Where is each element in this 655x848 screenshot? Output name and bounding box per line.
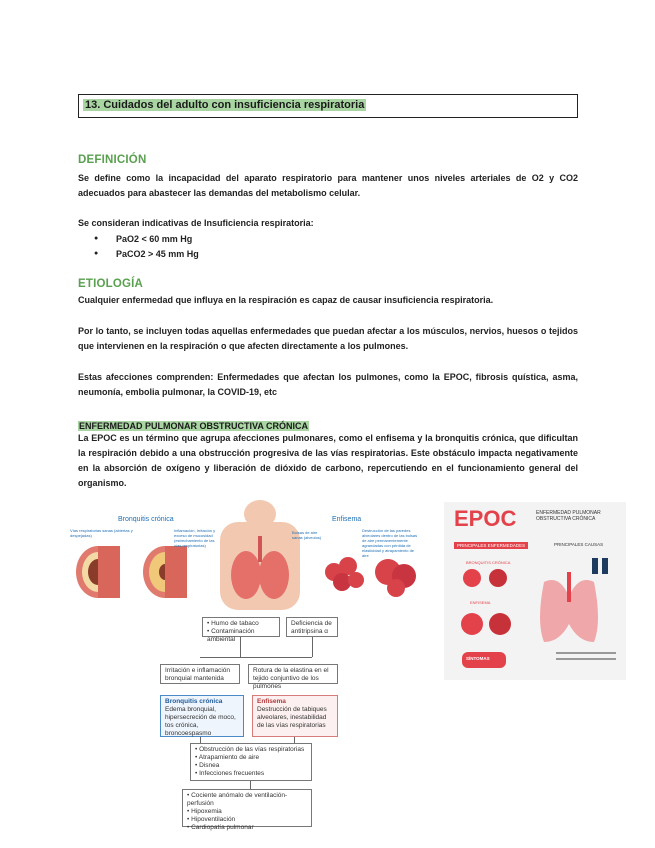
flow-outcome-3: • Hipoventilación: [187, 816, 236, 823]
torso-lungs-icon: [220, 500, 300, 610]
flow-outcome-2: • Hipoxemia: [187, 808, 222, 815]
tag-causas: PRINCIPALES CAUSAS: [554, 542, 604, 547]
flow-cause-1: • Humo de tabaco: [207, 620, 259, 627]
indicativas-intro: Se consideran indicativas de Insuficiencia respiratoria:: [78, 218, 314, 228]
title-box: [78, 94, 578, 118]
flow-deficiency: Deficiencia de antitripsina α: [286, 617, 338, 637]
inflamed-airway-icon: [143, 546, 187, 598]
label-bolsas: Bolsas de aire sanas (alveolos): [292, 530, 322, 540]
flow-effect-3: • Disnea: [195, 762, 220, 769]
enfisema-title: Enfisema: [332, 516, 362, 523]
label-vias: Vías respiratorias sanas (abiertas y despejadas): [70, 528, 133, 538]
sintomas-label: SÍNTOMAS: [466, 656, 490, 661]
bronquitis-circle-icon: [463, 569, 481, 587]
emphysema-alveoli-icon: [375, 559, 416, 597]
healthy-alveoli-icon: [325, 557, 364, 591]
epoc-flowchart: [160, 617, 340, 831]
page-title: 13. Cuidados del adulto con insuficiencia respiratoria: [85, 99, 365, 111]
infographic-graphics: [444, 502, 626, 680]
sub-enfisema: ENFISEMA: [470, 600, 491, 605]
epoc-infographic-title: EPOC: [454, 506, 517, 531]
label-inflamacion: Inflamación, Irritación y exceso de mucosidad (estrechamiento de las vías respiratorias): [174, 528, 216, 548]
heading-definicion: DEFINICIÓN: [78, 154, 147, 166]
flow-effect-2: • Atrapamiento de aire: [195, 754, 260, 761]
flow-bronquitis-title: Bronquitis crónica: [165, 698, 223, 705]
label-destruccion: Destrucción de las paredes alveolares dentro de las bolsas de aire permanentemente agrandadas con pérdida de elasticidad y atrapamiento de aire: [362, 528, 418, 558]
flow-bronquitis-text: Edema bronquial, hipersecreción de moco, tos crónica, broncoespasmo: [165, 706, 236, 737]
bronquitis-title: Bronquitis crónica: [118, 516, 174, 523]
flow-effect-1: • Obstrucción de las vías respiratorias: [195, 746, 305, 753]
bronquitis-enfisema-illustration: [70, 500, 422, 610]
epoc-infographic: [444, 502, 626, 680]
etiologia-p3: Estas afecciones comprenden: Enfermedades que afectan los pulmones, como la EPOC, fibrosis quística, asma, neumonía, embolia pulmonar, la COVID-19, etc: [78, 372, 578, 397]
healthy-airway-icon: [76, 546, 120, 598]
epoc-infographic-subtitle: ENFERMEDAD PULMONAR OBSTRUCTIVA CRÓNICA: [536, 510, 601, 522]
flow-effects: [190, 743, 312, 781]
enfisema-circle-icon: [461, 613, 483, 635]
flow-cause-2: • Contaminación ambiental: [207, 628, 255, 643]
flow-enfisema: [252, 695, 338, 737]
heading-epoc-text: ENFERMEDAD PULMONAR OBSTRUCTIVA CRÓNICA: [79, 421, 308, 431]
bullet-pao2: ● PaO2 < 60 mm Hg: [116, 234, 192, 244]
heading-etiologia: ETIOLOGÍA: [78, 278, 144, 290]
flow-causes: [202, 617, 280, 643]
epoc-text: La EPOC es un término que agrupa afecciones pulmonares, como el enfisema y la bronquitis crónica, que dificultan la respiración debido a una obstrucción progresiva de las vías respiratorias. Este obstáculo impacta negativamente en la absorción de oxígeno y liberación de dióxido de carbono, repercutiendo en el funcionamiento general del organismo.: [78, 433, 578, 488]
flow-bronquitis: [160, 695, 244, 737]
flow-enfisema-title: Enfisema: [257, 698, 286, 705]
etiologia-p2: Por lo tanto, se incluyen todas aquellas enfermedades que puedan afectar a los músculos, nervios, huesos o tejidos que intervienen en la respiración o que afecten directamente a los pulmones.: [78, 326, 578, 351]
etiologia-p1: Cualquier enfermedad que influya en la respiración es capaz de causar insuficiencia respiratoria.: [78, 295, 494, 305]
flow-outcome-4: • Cardiopatía pulmonar: [187, 824, 254, 831]
flow-effect-4: • Infecciones frecuentes: [195, 770, 265, 777]
flow-rupture: Rotura de la elastina en el tejido conjuntivo de los pulmones: [248, 664, 338, 684]
flow-irritation: Irritación e inflamación bronquial mantenida: [160, 664, 240, 684]
definicion-text: Se define como la incapacidad del aparato respiratorio para mantener unos niveles arteriales de O2 y CO2 adecuados para abastecer las demandas del metabolismo celular.: [78, 173, 578, 198]
flow-enfisema-text: Destrucción de tabiques alveolares, inestabilidad de las vías respiratorias: [257, 706, 327, 729]
flow-outcome-1: • Cociente anómalo de ventilación-perfusión: [187, 792, 288, 807]
tag-enfermedades: PRINCIPALES ENFERMEDADES: [454, 542, 528, 549]
bullet-paco2: ● PaCO2 > 45 mm Hg: [116, 249, 199, 259]
sub-bronquitis: BRONQUITIS CRÓNICA: [466, 560, 511, 565]
flow-outcomes: [182, 789, 312, 831]
